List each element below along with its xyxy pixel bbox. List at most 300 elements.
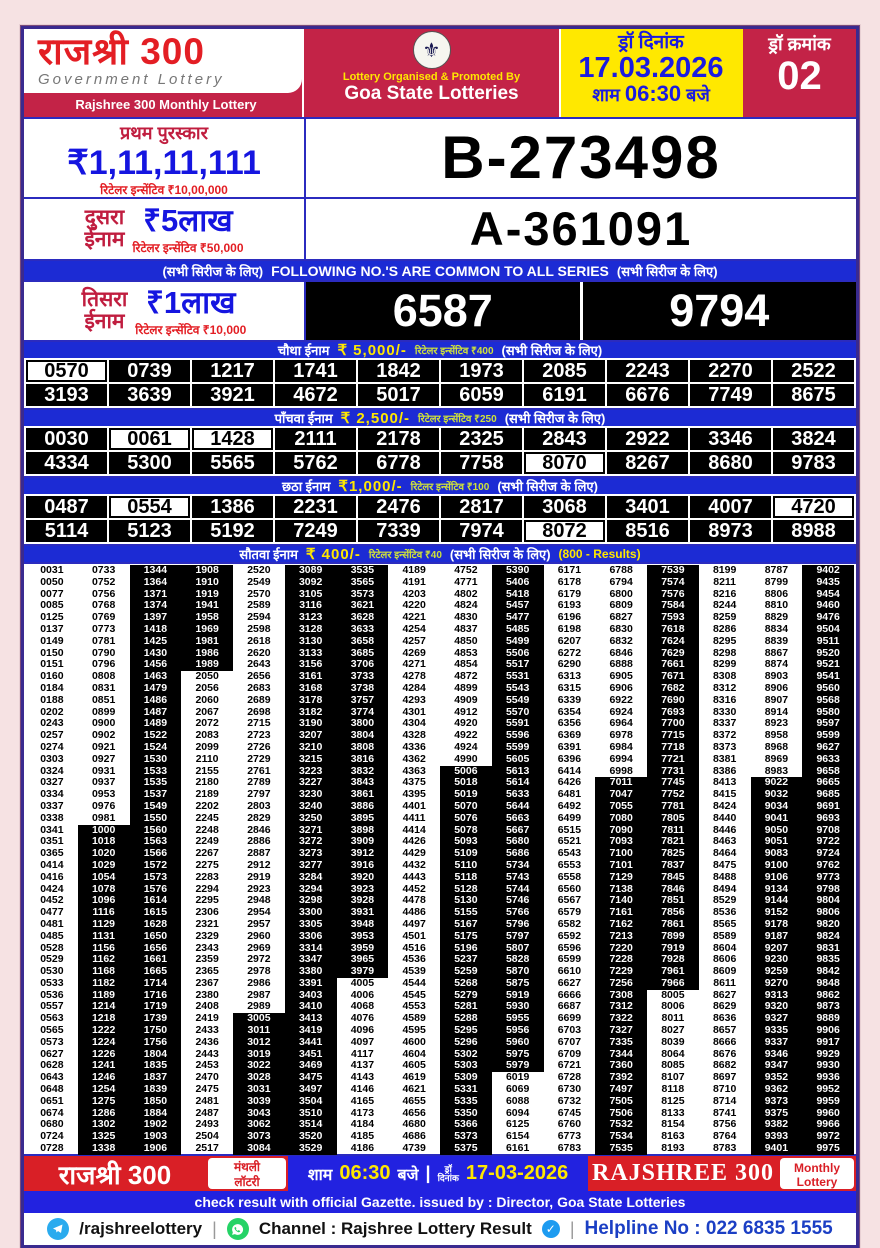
result-number: 8799 bbox=[764, 575, 789, 588]
result-number: 1162 bbox=[78, 954, 130, 966]
result-number: 1739 bbox=[130, 1013, 182, 1025]
result-number: 5279 bbox=[440, 990, 492, 1002]
result-number: 8636 bbox=[712, 1012, 737, 1025]
result-number: 0341 bbox=[40, 823, 64, 836]
result-number: 5019 bbox=[440, 789, 492, 801]
result-number: 1302 bbox=[78, 1119, 130, 1131]
result-number: 6558 bbox=[557, 870, 582, 883]
result-number: 0643 bbox=[40, 1071, 64, 1084]
result-number: 4589 bbox=[402, 1012, 426, 1025]
draw-time-suffix: बजे bbox=[686, 85, 710, 105]
result-number: 1338 bbox=[78, 1143, 130, 1155]
result-number: 3084 bbox=[233, 1143, 285, 1155]
whatsapp-channel[interactable]: Channel : Rajshree Lottery Result bbox=[258, 1219, 532, 1238]
result-number: 0324 bbox=[40, 764, 64, 777]
result-number: 1224 bbox=[78, 1037, 130, 1049]
result-number: 7966 bbox=[647, 978, 699, 990]
result-number: 9960 bbox=[802, 1108, 854, 1120]
result-number: 9032 bbox=[751, 789, 803, 801]
result-number: 0050 bbox=[40, 575, 64, 588]
prize-number: 5123 bbox=[109, 520, 190, 542]
prize-number: 5192 bbox=[192, 520, 273, 542]
result-number: 4269 bbox=[402, 646, 426, 659]
result-number: 8415 bbox=[712, 788, 737, 801]
result-number: 9798 bbox=[802, 884, 854, 896]
result-number: 6709 bbox=[557, 1047, 582, 1060]
result-number: 4824 bbox=[454, 599, 478, 612]
result-number: 4203 bbox=[402, 587, 426, 600]
result-number: 5296 bbox=[440, 1037, 492, 1049]
result-number: 1989 bbox=[181, 659, 233, 671]
telegram-icon[interactable] bbox=[47, 1218, 69, 1240]
result-number: 3912 bbox=[337, 848, 389, 860]
prize-number: 6059 bbox=[441, 384, 522, 406]
result-number: 9083 bbox=[751, 848, 803, 860]
prize-number: 8516 bbox=[607, 520, 688, 542]
result-number: 8589 bbox=[712, 929, 737, 942]
result-number: 9693 bbox=[802, 813, 854, 825]
result-number: 6069 bbox=[505, 1083, 530, 1096]
result-number: 1910 bbox=[181, 577, 233, 589]
result-number: 0781 bbox=[91, 634, 116, 647]
result-number: 7011 bbox=[595, 777, 647, 789]
result-number: 7335 bbox=[595, 1037, 647, 1049]
draw-date-label: ड्रॉ दिनांक bbox=[618, 32, 684, 53]
footer-monthly-en-badge bbox=[780, 1158, 854, 1189]
result-number: 7505 bbox=[595, 1096, 647, 1108]
result-number: 7618 bbox=[647, 624, 699, 636]
result-number: 1479 bbox=[130, 683, 182, 695]
seventh-prize-bar bbox=[24, 544, 856, 562]
result-number: 7671 bbox=[647, 671, 699, 683]
result-number: 9335 bbox=[751, 1025, 803, 1037]
result-number: 0921 bbox=[91, 740, 116, 753]
result-number: 2306 bbox=[195, 906, 219, 919]
brand-subtitle: Government Lottery bbox=[38, 71, 225, 88]
result-number: 2789 bbox=[247, 776, 271, 789]
first-prize-row bbox=[24, 117, 856, 197]
result-number: 4830 bbox=[454, 611, 478, 624]
first-prize-winner-box bbox=[306, 119, 856, 197]
result-number: 4990 bbox=[454, 752, 478, 765]
result-number: 7161 bbox=[595, 907, 647, 919]
result-number: 6788 bbox=[609, 564, 633, 576]
result-number: 3168 bbox=[285, 683, 337, 695]
result-number: 0243 bbox=[40, 717, 64, 730]
result-number: 7534 bbox=[595, 1131, 647, 1143]
result-number: 2294 bbox=[195, 882, 219, 895]
result-number: 3959 bbox=[337, 943, 389, 955]
result-number: 8806 bbox=[764, 587, 789, 600]
result-number: 3062 bbox=[233, 1119, 285, 1131]
draw-number: 02 bbox=[777, 54, 822, 98]
result-number: 8565 bbox=[712, 917, 737, 930]
result-number: 0160 bbox=[40, 670, 64, 683]
result-number: 8107 bbox=[661, 1071, 685, 1084]
result-number: 3294 bbox=[285, 884, 337, 896]
result-number: 8133 bbox=[661, 1106, 685, 1119]
result-number: 3182 bbox=[285, 707, 337, 719]
sixth-prize-retailer: रिटेलर इन्सेंटिव ₹100 bbox=[410, 482, 490, 493]
result-number: 4097 bbox=[350, 1035, 375, 1048]
result-number: 1182 bbox=[78, 978, 130, 990]
result-number: 5335 bbox=[440, 1096, 492, 1108]
result-number: 4254 bbox=[402, 622, 426, 635]
result-number: 2972 bbox=[247, 953, 271, 966]
prize-number: 7339 bbox=[358, 520, 439, 542]
result-number: 5506 bbox=[492, 648, 544, 660]
result-number: 2155 bbox=[195, 764, 219, 777]
result-number: 1425 bbox=[130, 636, 182, 648]
result-number: 7821 bbox=[647, 836, 699, 848]
result-number: 3005 bbox=[233, 1013, 285, 1025]
result-number: 4452 bbox=[402, 882, 426, 895]
fourth-prize-series: (सभी सिरीज के लिए) bbox=[501, 343, 603, 358]
result-number: 2067 bbox=[195, 705, 219, 718]
result-number: 9966 bbox=[802, 1119, 854, 1131]
result-number: 1246 bbox=[78, 1072, 130, 1084]
result-number: 7228 bbox=[595, 954, 647, 966]
result-number: 1129 bbox=[78, 919, 130, 931]
result-number: 9597 bbox=[802, 718, 854, 730]
result-number: 8299 bbox=[712, 658, 737, 671]
result-number: 1650 bbox=[130, 931, 182, 943]
prize-number: 0739 bbox=[109, 360, 190, 382]
result-number: 2504 bbox=[195, 1130, 219, 1143]
result-number: 3658 bbox=[337, 636, 389, 648]
result-number: 7856 bbox=[647, 907, 699, 919]
result-number: 2797 bbox=[247, 788, 271, 801]
fifth-prize-series: (सभी सिरीज के लिए) bbox=[504, 411, 606, 426]
result-number: 7851 bbox=[647, 895, 699, 907]
result-number: 8609 bbox=[712, 965, 737, 978]
result-number: 9658 bbox=[802, 766, 854, 778]
result-number: 7138 bbox=[595, 884, 647, 896]
result-number: 6984 bbox=[609, 740, 633, 753]
result-number: 2620 bbox=[247, 646, 271, 659]
result-number: 1222 bbox=[78, 1025, 130, 1037]
result-number: 2656 bbox=[247, 670, 271, 683]
result-number: 1486 bbox=[130, 695, 182, 707]
result-number: 6088 bbox=[505, 1094, 530, 1107]
result-number: 4362 bbox=[402, 752, 426, 765]
prize-number: 8072 bbox=[524, 520, 605, 542]
result-number: 1958 bbox=[181, 612, 233, 624]
result-number: 0899 bbox=[91, 705, 116, 718]
result-number: 7584 bbox=[647, 600, 699, 612]
telegram-handle[interactable]: /rajshreelottery bbox=[79, 1219, 203, 1238]
prize-number: 8675 bbox=[773, 384, 854, 406]
result-number: 8914 bbox=[764, 705, 789, 718]
result-number: 3012 bbox=[233, 1037, 285, 1049]
result-number: 2723 bbox=[247, 729, 271, 742]
result-number: 0536 bbox=[40, 988, 64, 1001]
whatsapp-icon[interactable] bbox=[227, 1218, 249, 1240]
result-number: 3953 bbox=[337, 931, 389, 943]
result-number: 7805 bbox=[647, 813, 699, 825]
result-number: 4278 bbox=[402, 670, 426, 683]
brand-strip: Rajshree 300 Monthly Lottery bbox=[75, 97, 257, 112]
result-number: 8903 bbox=[764, 670, 789, 683]
result-number: 8676 bbox=[712, 1047, 737, 1060]
result-number: 4076 bbox=[350, 1012, 375, 1025]
result-number: 5549 bbox=[492, 695, 544, 707]
result-number: 1906 bbox=[130, 1143, 182, 1155]
result-number: 5118 bbox=[440, 872, 492, 884]
result-number: 9313 bbox=[751, 990, 803, 1002]
result-number: 7811 bbox=[647, 825, 699, 837]
result-number: 8006 bbox=[661, 1000, 685, 1013]
result-number: 8381 bbox=[712, 752, 737, 765]
first-prize-winner: B-273498 bbox=[441, 124, 721, 191]
seventh-prize-series: (सभी सिरीज के लिए) bbox=[449, 547, 551, 562]
result-number: 9511 bbox=[802, 636, 854, 648]
result-number: 1908 bbox=[181, 565, 233, 577]
result-number: 8308 bbox=[712, 670, 737, 683]
result-number: 8907 bbox=[764, 693, 789, 706]
footer-time-suffix: बजे bbox=[397, 1166, 419, 1184]
result-number: 4924 bbox=[454, 740, 478, 753]
result-number: 1418 bbox=[130, 624, 182, 636]
result-number: 3573 bbox=[337, 589, 389, 601]
result-number: 1325 bbox=[78, 1131, 130, 1143]
common-series-bar bbox=[24, 259, 856, 280]
result-number: 5644 bbox=[492, 801, 544, 813]
prize-number: 1428 bbox=[192, 428, 273, 450]
result-number: 1054 bbox=[78, 872, 130, 884]
result-number: 4137 bbox=[350, 1059, 375, 1072]
result-number: 8330 bbox=[712, 705, 737, 718]
result-number: 9842 bbox=[802, 966, 854, 978]
result-number: 1214 bbox=[78, 1001, 130, 1013]
result-number: 6794 bbox=[609, 575, 633, 588]
result-number: 0680 bbox=[40, 1118, 64, 1131]
result-number: 5477 bbox=[492, 612, 544, 624]
result-number: 9541 bbox=[802, 671, 854, 683]
result-number: 6290 bbox=[557, 658, 582, 671]
result-number: 9724 bbox=[802, 848, 854, 860]
sixth-prize-amount: ₹1,000/- bbox=[338, 478, 403, 495]
result-number: 5605 bbox=[492, 754, 544, 766]
result-number: 6707 bbox=[557, 1035, 582, 1048]
result-number: 6193 bbox=[557, 599, 582, 612]
result-number: 2380 bbox=[195, 988, 219, 1001]
result-number: 1665 bbox=[130, 966, 182, 978]
result-number: 3774 bbox=[337, 707, 389, 719]
result-number: 2050 bbox=[195, 670, 219, 683]
result-number: 6783 bbox=[557, 1142, 582, 1155]
footer-datetime bbox=[288, 1156, 588, 1191]
result-number: 9337 bbox=[751, 1037, 803, 1049]
result-number: 3207 bbox=[285, 730, 337, 742]
result-number: 9952 bbox=[802, 1084, 854, 1096]
result-number: 8312 bbox=[712, 681, 737, 694]
result-number: 1487 bbox=[130, 707, 182, 719]
result-number: 3928 bbox=[337, 895, 389, 907]
result-number: 5281 bbox=[440, 1001, 492, 1013]
result-number: 4146 bbox=[350, 1083, 375, 1096]
result-number: 6354 bbox=[557, 705, 582, 718]
result-number: 3898 bbox=[337, 825, 389, 837]
result-number: 7101 bbox=[595, 860, 647, 872]
result-number: 1756 bbox=[130, 1037, 182, 1049]
prize-number: 8267 bbox=[607, 452, 688, 474]
result-number: 4686 bbox=[402, 1130, 426, 1143]
result-number: 3391 bbox=[285, 978, 337, 990]
result-number: 1522 bbox=[130, 730, 182, 742]
result-number: 3565 bbox=[337, 577, 389, 589]
result-number: 1835 bbox=[130, 1060, 182, 1072]
prize-number: 8070 bbox=[524, 452, 605, 474]
prize-number: 2922 bbox=[607, 428, 688, 450]
result-number: 8125 bbox=[661, 1094, 685, 1107]
third-prize-amount: ₹1लाख bbox=[146, 284, 236, 320]
second-prize-amount: ₹5लाख bbox=[143, 202, 233, 238]
second-prize-amount-block bbox=[132, 203, 243, 256]
result-number: 4680 bbox=[402, 1118, 426, 1131]
result-number: 1903 bbox=[130, 1131, 182, 1143]
result-number: 2359 bbox=[195, 953, 219, 966]
prize-number: 1741 bbox=[275, 360, 356, 382]
result-number: 6599 bbox=[557, 953, 582, 966]
result-number: 7899 bbox=[647, 931, 699, 943]
result-number: 1615 bbox=[130, 907, 182, 919]
result-number: 2275 bbox=[195, 858, 219, 871]
result-number: 5331 bbox=[440, 1084, 492, 1096]
result-number: 7574 bbox=[647, 577, 699, 589]
result-number: 7220 bbox=[595, 943, 647, 955]
result-number: 3178 bbox=[285, 695, 337, 707]
result-number: 3156 bbox=[285, 659, 337, 671]
result-number: 0931 bbox=[91, 764, 116, 777]
result-number: 9435 bbox=[802, 577, 854, 589]
result-number: 4656 bbox=[402, 1106, 426, 1119]
third-prize-label-1: तिसरा bbox=[81, 288, 128, 311]
result-number: 7140 bbox=[595, 895, 647, 907]
result-number: 7919 bbox=[647, 943, 699, 955]
result-number: 5614 bbox=[492, 777, 544, 789]
result-number: 0790 bbox=[91, 646, 116, 659]
result-number: 4363 bbox=[402, 764, 426, 777]
result-number: 5390 bbox=[492, 565, 544, 577]
result-number: 5543 bbox=[492, 683, 544, 695]
prize-number: 3639 bbox=[109, 384, 190, 406]
result-number: 1969 bbox=[181, 624, 233, 636]
fourth-prize-numbers bbox=[24, 358, 856, 408]
result-number: 6198 bbox=[557, 622, 582, 635]
result-number: 0529 bbox=[40, 953, 64, 966]
result-number: 6998 bbox=[609, 764, 633, 777]
result-number: 3271 bbox=[285, 825, 337, 837]
result-number: 8295 bbox=[712, 634, 737, 647]
first-prize-info bbox=[24, 119, 306, 197]
result-number: 0851 bbox=[91, 693, 116, 706]
result-number: 6499 bbox=[557, 811, 582, 824]
result-number: 7846 bbox=[647, 884, 699, 896]
result-number: 5288 bbox=[440, 1013, 492, 1025]
result-number: 4429 bbox=[402, 847, 426, 860]
result-number: 1941 bbox=[181, 600, 233, 612]
prize-number: 5762 bbox=[275, 452, 356, 474]
result-number: 9504 bbox=[802, 624, 854, 636]
result-number: 0769 bbox=[91, 611, 116, 624]
result-number: 4165 bbox=[350, 1094, 375, 1107]
result-number: 4336 bbox=[402, 740, 426, 753]
result-number: 2986 bbox=[247, 976, 271, 989]
contact-bar bbox=[24, 1213, 856, 1245]
result-number: 0257 bbox=[40, 729, 64, 742]
result-number: 7535 bbox=[595, 1143, 647, 1155]
result-number: 9568 bbox=[802, 695, 854, 707]
result-number: 2919 bbox=[247, 870, 271, 883]
footer-brand: राजश्री 300 bbox=[58, 1159, 172, 1190]
draw-date-box bbox=[559, 29, 741, 117]
third-prize-label-2: ईनाम bbox=[84, 310, 125, 333]
result-number: 8286 bbox=[712, 622, 737, 635]
result-number: 9848 bbox=[802, 978, 854, 990]
result-number: 3497 bbox=[285, 1084, 337, 1096]
result-number: 3300 bbox=[285, 907, 337, 919]
result-number: 9873 bbox=[802, 1001, 854, 1013]
result-number: 3931 bbox=[337, 907, 389, 919]
fifth-prize-numbers bbox=[24, 426, 856, 476]
result-number: 6964 bbox=[609, 717, 633, 730]
result-number: 2594 bbox=[247, 611, 271, 624]
result-number: 6515 bbox=[557, 823, 582, 836]
result-number: 1884 bbox=[130, 1108, 182, 1120]
result-number: 6196 bbox=[557, 611, 582, 624]
result-number: 4185 bbox=[350, 1130, 375, 1143]
prize-number: 0030 bbox=[26, 428, 107, 450]
result-number: 7721 bbox=[647, 754, 699, 766]
result-number: 2083 bbox=[195, 729, 219, 742]
third-prize-label bbox=[82, 289, 128, 333]
result-number: 9106 bbox=[751, 872, 803, 884]
second-prize-retailer: रिटेलर इन्सेंटिव ₹50,000 bbox=[132, 240, 244, 255]
prize-number: 2270 bbox=[690, 360, 771, 382]
result-number: 3161 bbox=[285, 671, 337, 683]
result-number: 9134 bbox=[751, 884, 803, 896]
second-prize-info bbox=[24, 199, 306, 259]
result-number: 8216 bbox=[712, 587, 737, 600]
prize-number: 7974 bbox=[441, 520, 522, 542]
result-number: 6610 bbox=[557, 965, 582, 978]
result-number: 6906 bbox=[609, 681, 633, 694]
result-number: 1804 bbox=[130, 1049, 182, 1061]
result-number: 4173 bbox=[350, 1106, 375, 1119]
result-number: 3190 bbox=[285, 718, 337, 730]
result-number: 9022 bbox=[751, 777, 803, 789]
result-number: 5919 bbox=[492, 990, 544, 1002]
helpline-number[interactable]: Helpline No : 022 6835 1555 bbox=[584, 1218, 833, 1239]
result-number: 6339 bbox=[557, 693, 582, 706]
sheet bbox=[21, 26, 859, 1248]
result-number: 4257 bbox=[402, 634, 426, 647]
result-number: 4096 bbox=[350, 1024, 375, 1037]
result-number: 3920 bbox=[337, 872, 389, 884]
result-number: 2643 bbox=[247, 658, 271, 671]
result-number: 0338 bbox=[40, 811, 64, 824]
result-number: 6596 bbox=[557, 941, 582, 954]
result-number: 6922 bbox=[609, 693, 633, 706]
result-number: 2520 bbox=[247, 564, 271, 576]
result-number: 1535 bbox=[130, 777, 182, 789]
result-number: 5596 bbox=[492, 730, 544, 742]
result-number: 3410 bbox=[285, 1001, 337, 1013]
result-number: 7690 bbox=[647, 695, 699, 707]
result-number: 5570 bbox=[492, 707, 544, 719]
result-number: 3089 bbox=[285, 565, 337, 577]
